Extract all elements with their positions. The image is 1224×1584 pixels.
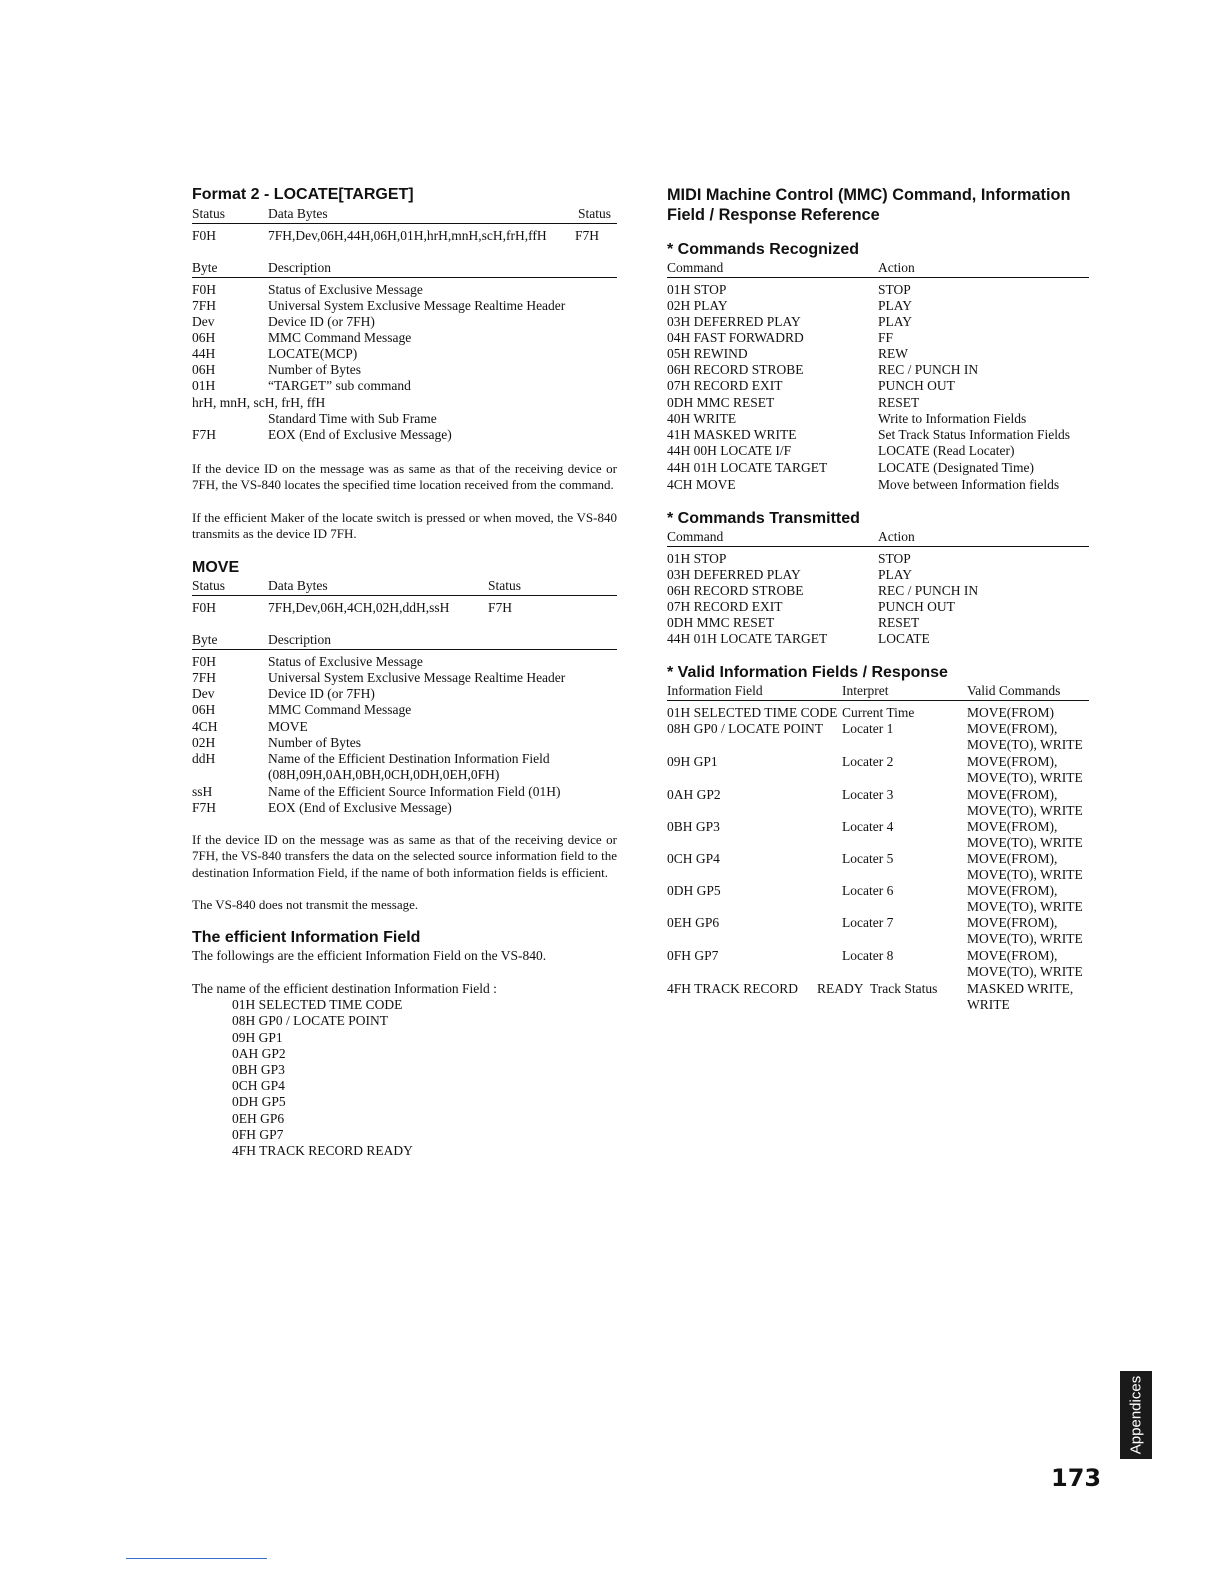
cell: 09H GP1 — [667, 754, 718, 769]
cell: EOX (End of Exclusive Message) — [268, 800, 452, 815]
cell: PUNCH OUT — [878, 599, 955, 614]
cell: REW — [878, 346, 908, 361]
table-row — [192, 784, 617, 800]
transmitted-title: * Commands Transmitted — [667, 510, 860, 527]
cell: Locater 7 — [842, 915, 894, 930]
format2-status-row — [192, 228, 617, 244]
table-row — [192, 670, 617, 686]
efficient-list-intro: The name of the efficient destination Information Field : — [192, 981, 497, 996]
col-byte: Byte — [192, 260, 218, 275]
cell: 40H WRITE — [667, 411, 737, 426]
cell: 02H — [192, 735, 216, 750]
table-row — [667, 551, 1089, 567]
cell: MOVE(TO), WRITE — [967, 737, 1083, 752]
cell: 0FH GP7 — [667, 948, 719, 963]
cell: 06H — [192, 702, 216, 717]
recognized-header — [667, 260, 1089, 278]
cell: F0H — [192, 654, 217, 669]
table-row — [667, 948, 1089, 979]
cell: Standard Time with Sub Frame — [268, 411, 437, 426]
cell: Locater 1 — [842, 721, 894, 736]
list-item: 01H SELECTED TIME CODE — [232, 997, 403, 1012]
list-item: 0AH GP2 — [232, 1046, 286, 1061]
cell: 4CH MOVE — [667, 477, 736, 492]
list-item: 0FH GP7 — [232, 1127, 284, 1142]
cell: Current Time — [842, 705, 915, 720]
cell: MOVE(TO), WRITE — [967, 835, 1083, 850]
table-row — [192, 362, 617, 378]
table-row — [192, 751, 617, 767]
table-row — [192, 719, 617, 735]
table-row — [667, 395, 1089, 411]
page-number: 173 — [1051, 1464, 1102, 1492]
cell: LOCATE — [878, 631, 930, 646]
cell: WRITE — [967, 997, 1010, 1012]
recognized-title: * Commands Recognized — [667, 241, 860, 258]
cell: Device ID (or 7FH) — [268, 686, 375, 701]
cell: ddH — [192, 751, 216, 766]
cell: RESET — [878, 615, 920, 630]
cell: Locater 4 — [842, 819, 894, 834]
mmc-title-line1: MIDI Machine Control (MMC) Command, Information — [667, 186, 1071, 204]
cell: 44H 00H LOCATE I/F — [667, 443, 792, 458]
cell: MOVE(TO), WRITE — [967, 867, 1083, 882]
cell: LOCATE (Read Locater) — [878, 443, 1015, 458]
cell: Number of Bytes — [268, 735, 361, 750]
table-row — [667, 314, 1089, 330]
cell: Dev — [192, 314, 215, 329]
cell: 03H DEFERRED PLAY — [667, 314, 801, 329]
section-tab — [1120, 1371, 1152, 1459]
cell: MOVE(TO), WRITE — [967, 899, 1083, 914]
table-row — [667, 378, 1089, 394]
table-row — [667, 615, 1089, 631]
footer-rule — [126, 1558, 267, 1559]
cell: Locater 5 — [842, 851, 894, 866]
table-row — [667, 631, 1089, 647]
table-row — [667, 330, 1089, 346]
cell: 01H STOP — [667, 551, 727, 566]
table-row — [667, 443, 1089, 459]
table-row — [667, 883, 1089, 914]
col-status: Status — [192, 206, 226, 221]
cell: 0DH MMC RESET — [667, 615, 775, 630]
table-row — [192, 427, 617, 443]
table-row — [192, 346, 617, 362]
cell: 4CH — [192, 719, 218, 734]
cell: Move between Information fields — [878, 477, 1060, 492]
cell: 04H FAST FORWADRD — [667, 330, 804, 345]
move-byte-header — [192, 632, 617, 650]
table-row — [192, 654, 617, 670]
cell: MOVE(FROM), — [967, 787, 1058, 802]
cell: PLAY — [878, 298, 913, 313]
cell: FF — [878, 330, 894, 345]
cell: 0DH MMC RESET — [667, 395, 775, 410]
col-description: Description — [268, 260, 331, 275]
list-item: 0CH GP4 — [232, 1078, 285, 1093]
cell: MOVE(TO), WRITE — [967, 931, 1083, 946]
col-description: Description — [268, 632, 331, 647]
col-status-end: Status — [488, 578, 522, 593]
table-row — [192, 735, 617, 751]
table-row — [192, 767, 617, 783]
cell: MOVE(FROM), — [967, 948, 1058, 963]
table-row — [667, 477, 1089, 493]
cell: PLAY — [878, 314, 913, 329]
cell: 7FH,Dev,06H,44H,06H,01H,hrH,mnH,scH,frH,ffH — [268, 228, 547, 243]
table-row — [667, 915, 1089, 946]
cell: Set Track Status Information Fields — [878, 427, 1070, 442]
table-row — [192, 330, 617, 346]
col-information-field: Information Field — [667, 683, 763, 698]
cell: Name of the Efficient Source Information Field (01H) — [268, 784, 561, 799]
cell: MOVE(TO), WRITE — [967, 964, 1083, 979]
cell: 44H 01H LOCATE TARGET — [667, 460, 828, 475]
cell: Number of Bytes — [268, 362, 361, 377]
cell: Universal System Exclusive Message Realtime Header — [268, 670, 566, 685]
table-row — [667, 298, 1089, 314]
cell: Dev — [192, 686, 215, 701]
cell: 06H RECORD STROBE — [667, 362, 804, 377]
table-row — [667, 346, 1089, 362]
cell: Write to Information Fields — [878, 411, 1027, 426]
cell: Universal System Exclusive Message Realtime Header — [268, 298, 566, 313]
cell: 06H — [192, 362, 216, 377]
table-row — [667, 282, 1089, 298]
efficient-intro: The followings are the efficient Information Field on the VS-840. — [192, 948, 547, 963]
col-data-bytes: Data Bytes — [268, 578, 328, 593]
col-command: Command — [667, 529, 724, 544]
move-paragraph-2: The VS-840 does not transmit the message. — [192, 897, 419, 912]
table-row — [667, 787, 1089, 818]
table-row — [667, 705, 1089, 721]
format2-paragraph-2: If the efficient Maker of the locate switch is pressed or when moved, the VS-840 transmits as the device ID 7FH. — [192, 510, 617, 542]
cell: Locater 6 — [842, 883, 894, 898]
list-item: 4FH TRACK RECORD READY — [232, 1143, 413, 1158]
efficient-title: The efficient Information Field — [192, 929, 421, 946]
table-row — [192, 702, 617, 718]
move-status-header — [192, 578, 617, 596]
cell: MOVE(FROM), — [967, 883, 1058, 898]
cell: STOP — [878, 551, 911, 566]
cell: 06H RECORD STROBE — [667, 583, 804, 598]
format2-byte-header — [192, 260, 617, 278]
table-row — [667, 460, 1089, 476]
col-status-end: Status — [577, 206, 611, 221]
cell: LOCATE(MCP) — [268, 346, 358, 361]
cell: MOVE(TO), WRITE — [967, 803, 1083, 818]
cell: 0CH GP4 — [667, 851, 720, 866]
cell: 44H 01H LOCATE TARGET — [667, 631, 828, 646]
table-row — [667, 583, 1089, 599]
cell: 7FH,Dev,06H,4CH,02H,ddH,ssH — [268, 600, 450, 615]
cell: 4FH TRACK RECORD — [667, 981, 799, 996]
table-row — [192, 411, 617, 427]
cell: 44H — [192, 346, 216, 361]
cell: F7H — [574, 228, 599, 243]
table-row — [192, 298, 617, 314]
table-row — [667, 981, 1089, 1012]
cell: “TARGET” sub command — [268, 378, 411, 393]
col-valid-commands: Valid Commands — [967, 683, 1061, 698]
cell: 02H PLAY — [667, 298, 728, 313]
cell: 05H REWIND — [667, 346, 748, 361]
cell: EOX (End of Exclusive Message) — [268, 427, 452, 442]
move-paragraph-1: If the device ID on the message was as same as that of the receiving device or 7FH, the VS-840 transfers the data on the selected source information field to the destination Information Field, if the name of both information fields is efficient. — [192, 832, 617, 880]
format2-status-header — [192, 206, 617, 224]
list-item: 0BH GP3 — [232, 1062, 285, 1077]
section-tab-label: Appendices — [1127, 1375, 1145, 1455]
cell: Track Status — [870, 981, 938, 996]
cell: (08H,09H,0AH,0BH,0CH,0DH,0EH,0FH) — [268, 767, 500, 782]
cell: 01H SELECTED TIME CODE — [667, 705, 838, 720]
col-action: Action — [878, 260, 915, 275]
table-row — [667, 721, 1089, 752]
cell: hrH, mnH, scH, frH, ffH — [192, 395, 326, 410]
cell: 03H DEFERRED PLAY — [667, 567, 801, 582]
cell: Locater 8 — [842, 948, 894, 963]
col-byte: Byte — [192, 632, 218, 647]
cell: Name of the Efficient Destination Information Field — [268, 751, 550, 766]
cell: MOVE(FROM), — [967, 915, 1058, 930]
cell: 07H RECORD EXIT — [667, 378, 783, 393]
cell: PUNCH OUT — [878, 378, 955, 393]
table-row — [667, 411, 1089, 427]
table-row — [192, 395, 617, 411]
cell: 01H STOP — [667, 282, 727, 297]
list-item: 0DH GP5 — [232, 1094, 286, 1109]
transmitted-header — [667, 529, 1089, 547]
cell: Locater 3 — [842, 787, 894, 802]
cell: Status of Exclusive Message — [268, 654, 423, 669]
col-data-bytes: Data Bytes — [268, 206, 328, 221]
cell: MOVE — [268, 719, 308, 734]
table-row — [667, 819, 1089, 850]
cell: MOVE(FROM), — [967, 851, 1058, 866]
cell: READY — [817, 981, 864, 996]
cell: F7H — [192, 800, 217, 815]
col-action: Action — [878, 529, 915, 544]
cell: LOCATE (Designated Time) — [878, 460, 1034, 475]
cell: MOVE(FROM), — [967, 819, 1058, 834]
mmc-title-line2: Field / Response Reference — [667, 206, 880, 224]
list-item: 0EH GP6 — [232, 1111, 285, 1126]
cell: 01H — [192, 378, 216, 393]
table-row — [192, 314, 617, 330]
table-row — [192, 800, 617, 816]
cell: Device ID (or 7FH) — [268, 314, 375, 329]
col-command: Command — [667, 260, 724, 275]
table-row — [667, 851, 1089, 882]
cell: ssH — [192, 784, 213, 799]
cell: 0EH GP6 — [667, 915, 720, 930]
list-item: 09H GP1 — [232, 1030, 283, 1045]
list-item: 08H GP0 / LOCATE POINT — [232, 1013, 389, 1028]
cell: F0H — [192, 600, 217, 615]
fields-title: * Valid Information Fields / Response — [667, 664, 948, 681]
cell: MMC Command Message — [268, 330, 412, 345]
cell: 06H — [192, 330, 216, 345]
format2-title: Format 2 - LOCATE[TARGET] — [192, 186, 414, 203]
table-row — [667, 567, 1089, 583]
cell: MMC Command Message — [268, 702, 412, 717]
cell: F0H — [192, 282, 217, 297]
cell: 7FH — [192, 670, 217, 685]
table-row — [667, 599, 1089, 615]
cell: 7FH — [192, 298, 217, 313]
cell: Locater 2 — [842, 754, 894, 769]
move-title: MOVE — [192, 559, 240, 576]
cell: 0DH GP5 — [667, 883, 721, 898]
cell: MOVE(FROM) — [967, 705, 1055, 720]
cell: F0H — [192, 228, 217, 243]
table-row — [192, 378, 617, 394]
table-row — [667, 754, 1089, 785]
cell: MOVE(FROM), — [967, 754, 1058, 769]
cell: REC / PUNCH IN — [878, 362, 979, 377]
cell: 0AH GP2 — [667, 787, 721, 802]
cell: MOVE(FROM), — [967, 721, 1058, 736]
table-row — [192, 282, 617, 298]
col-interpret: Interpret — [842, 683, 889, 698]
cell: 07H RECORD EXIT — [667, 599, 783, 614]
cell: 08H GP0 / LOCATE POINT — [667, 721, 824, 736]
cell: RESET — [878, 395, 920, 410]
cell: F7H — [192, 427, 217, 442]
cell: 0BH GP3 — [667, 819, 720, 834]
cell: MASKED WRITE, — [967, 981, 1074, 996]
table-row — [667, 362, 1089, 378]
cell: F7H — [488, 600, 513, 615]
format2-paragraph-1: If the device ID on the message was as same as that of the receiving device or 7FH, the VS-840 locates the specified time location received from the command. — [192, 461, 617, 493]
table-row — [667, 427, 1089, 443]
move-status-row — [192, 600, 617, 616]
cell: 41H MASKED WRITE — [667, 427, 797, 442]
fields-header — [667, 683, 1089, 701]
col-status: Status — [192, 578, 226, 593]
cell: Status of Exclusive Message — [268, 282, 423, 297]
cell: STOP — [878, 282, 911, 297]
cell: REC / PUNCH IN — [878, 583, 979, 598]
cell: PLAY — [878, 567, 913, 582]
table-row — [192, 686, 617, 702]
cell: MOVE(TO), WRITE — [967, 770, 1083, 785]
